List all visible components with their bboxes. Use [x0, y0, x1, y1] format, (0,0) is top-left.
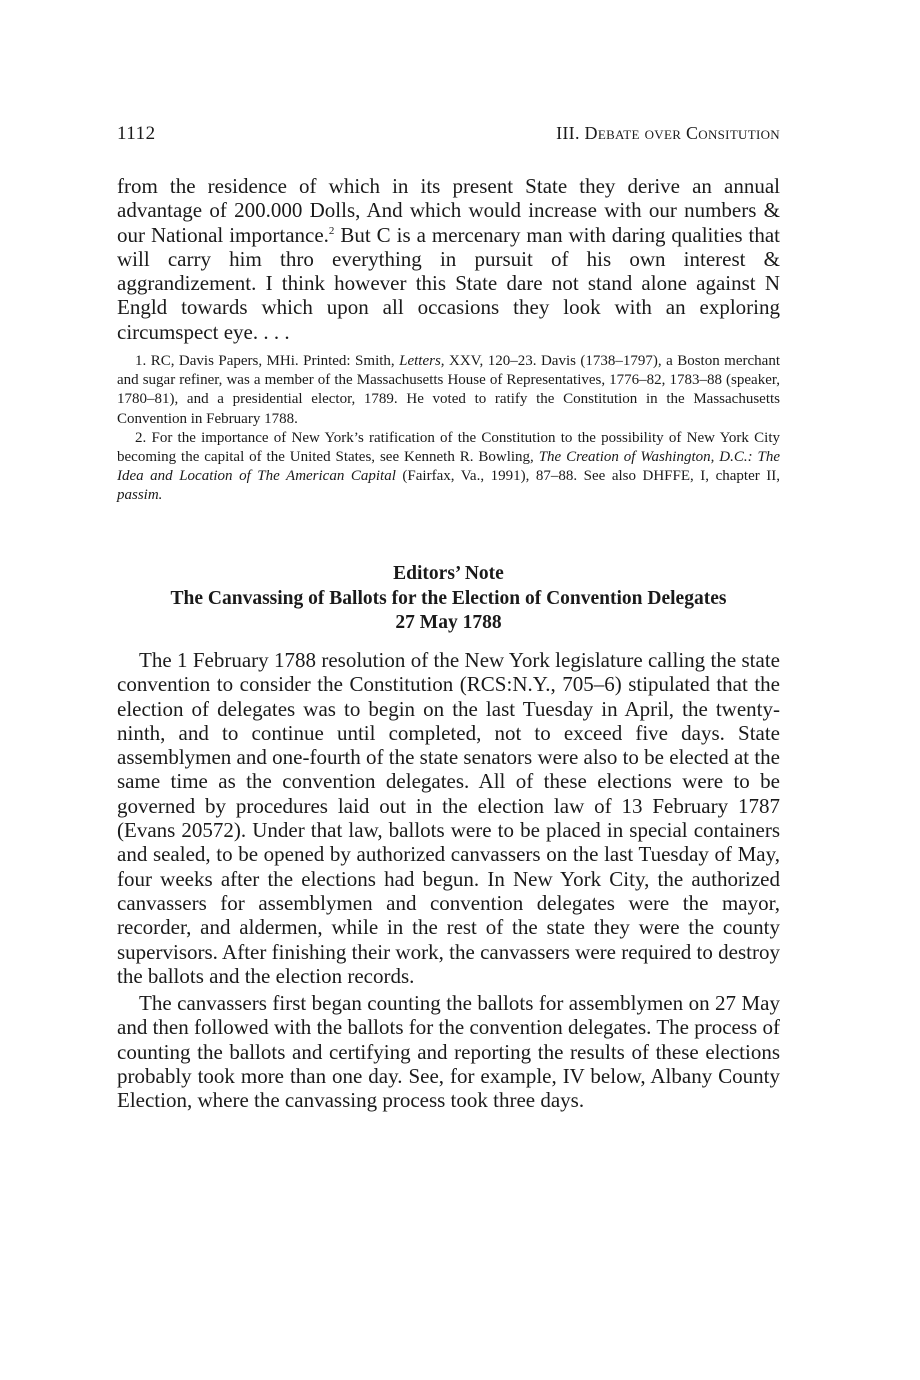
footnote-1-italic: Letters,	[399, 353, 445, 369]
letter-paragraph	[117, 174, 780, 344]
body-paragraph-2: The canvassers first began counting the ballots for assemblymen on 27 May and then followed with the ballots for the convention delegates. The process of counting the ballots and certifying and reporting the results of these elections probably took more than one day. See, for example, IV below, Albany County Election, where the canvassing process took three days.	[117, 991, 780, 1113]
footnote-2	[117, 429, 780, 506]
letter-excerpt	[117, 174, 780, 344]
page-number: 1112	[117, 123, 156, 144]
letter-text-after-note: But C is a mercenary man with daring qualities that will carry him thro everything in pursuit of his own interest & aggrandizement. I think however this State dare not stand alone against N Engld towards which upon all occasions they look with an exploring circumspect eye. . . .	[117, 222, 780, 344]
footnote-2-text: 2. For the importance of New York’s ratification of the Constitution to the possibility of New York City becoming the capital of the United States, see Kenneth R. Bowling,	[117, 429, 780, 466]
footnote-1-text-rest: XXV, 120–23. Davis (1738–1797), a Boston merchant and sugar refiner, was a member of the Massachusetts House of Representatives, 1776–82, 1783–88 (speaker, 1780–81), and a presidential elector, 1789. He voted to ratify the Constitution in the Massachusetts Convention in February 1788.	[117, 353, 780, 427]
section-heading	[117, 562, 780, 636]
note-reference: 2	[328, 224, 335, 237]
footnotes	[117, 352, 780, 506]
footnote-2-italic-passim: passim.	[117, 487, 163, 504]
heading-line-3: 27 May 1788	[395, 612, 502, 633]
footnote-1	[117, 352, 780, 429]
footnote-1-text: 1. RC, Davis Papers, MHi. Printed: Smith,	[135, 353, 400, 369]
running-head	[117, 123, 780, 151]
footnote-2-italic-title: The Creation of Washington, D.C.: The Idea and Location of The American Capital	[117, 449, 780, 485]
letter-text-before-note: from the residence of which in its present State they derive an annual advantage of 200.000 Dolls, And which would increase with our numbers & our National importance.	[117, 174, 780, 247]
heading-line-2: The Canvassing of Ballots for the Election of Convention Delegates	[170, 587, 727, 609]
footnote-2-text-rest: (Fairfax, Va., 1991), 87–88. See also DHFFE, I, chapter II,	[395, 468, 780, 485]
running-title: III. Debate over Consitution	[556, 123, 780, 143]
body-paragraph-1: The 1 February 1788 resolution of the New York legislature calling the state convention to consider the Constitution (RCS:N.Y., 705–6) stipulated that the election of delegates was to begin on the last Tuesday in April, the twenty-ninth, and to continue until completed, not to exceed five days. State assemblymen and one-fourth of the state senators were also to be elected at the same time as the convention delegates. All of these elections were to be governed by procedures laid out in the election law of 13 February 1787 (Evans 20572). Under that law, ballots were to be placed in special containers and sealed, to be opened by authorized canvassers on the last Tuesday of May, four weeks after the elections had begun. In New York City, the authorized canvassers for assemblymen and convention delegates were the mayor, recorder, and aldermen, while in the rest of the state they were the county supervisors. After finishing their work, the canvassers were required to destroy the ballots and the election records.	[117, 648, 781, 988]
heading-line-1: Editors’ Note	[393, 563, 504, 584]
section-body	[117, 648, 780, 1113]
